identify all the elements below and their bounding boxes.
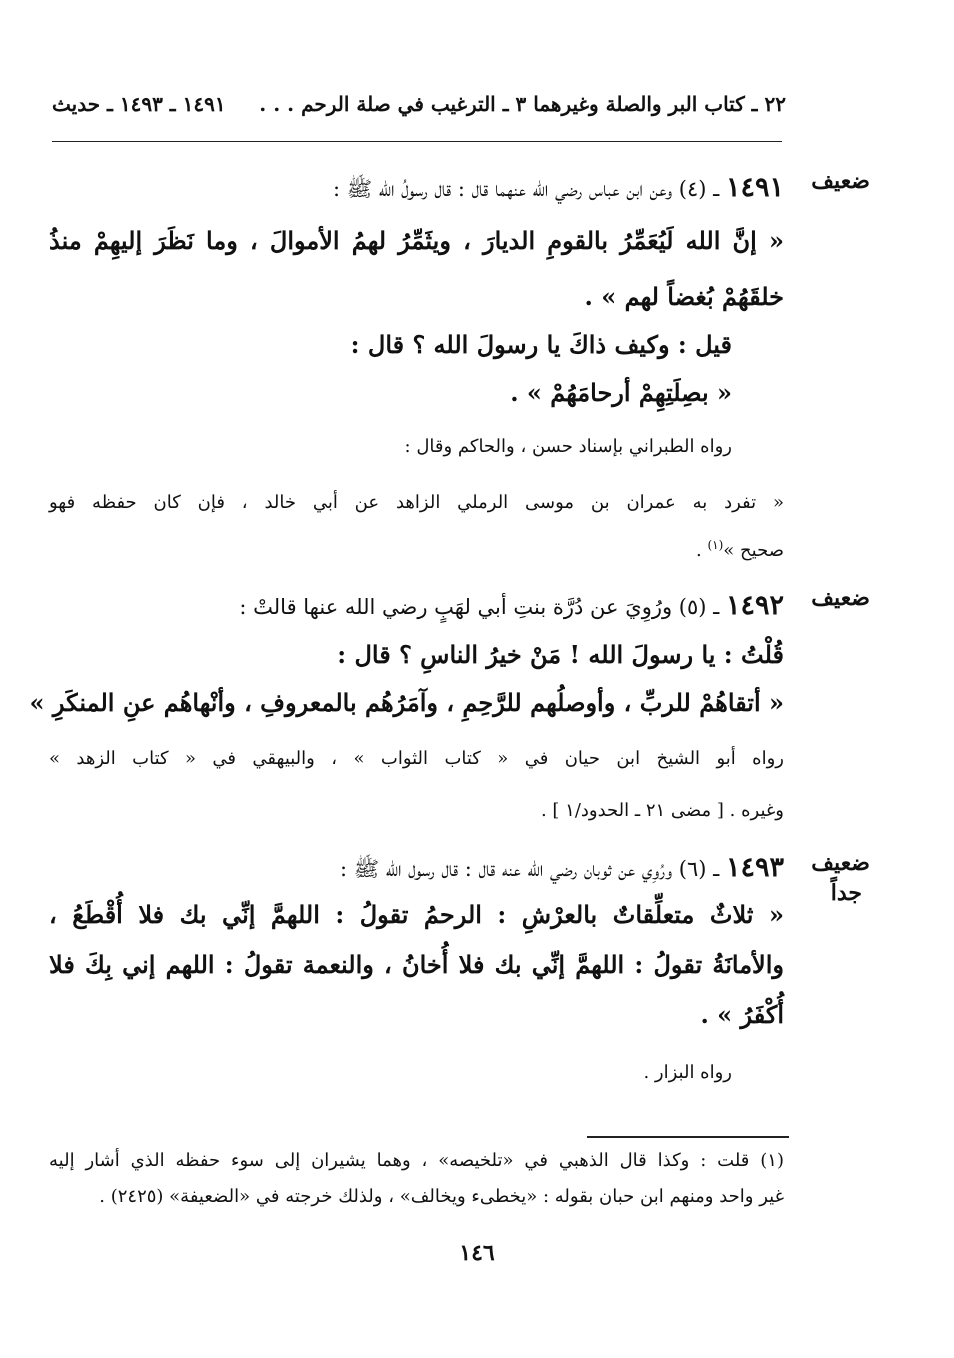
hadith-number: ١٤٩١ [725, 172, 784, 203]
hadith-question: قُلْتُ : يا رسولَ الله ! مَنْ خيرُ الناسِ ؟ قال : [337, 640, 784, 669]
hadith-note-line: « تفرد به عمران بن موسى الرملي الزاهد عن أبي خالد ، فإن كان حفظه فهو [49, 492, 784, 513]
hadith-intro-text: ـ (٥) ورُوِيَ عن دُرَّة بنتِ أبي لهَبٍ رضي الله عنها قالتْ : [239, 595, 720, 619]
hadith-intro-1493 [340, 852, 784, 887]
hadith-intro-1492 [239, 590, 784, 621]
hadith-matn-line: « ثلاثٌ متعلِّقاتٌ بالعرْشِ : الرحمُ تقولُ : اللهمَّ إنِّي بك فلا أُقْطَعُ ، [49, 900, 784, 929]
hadith-number: ١٤٩٢ [725, 590, 784, 621]
grade-label-1493-qualifier: جداً [830, 880, 862, 906]
hadith-note-end: . [696, 540, 708, 561]
hadith-answer: « بصِلَتِهِمْ أرحامَهُمْ » . [510, 378, 732, 407]
hadith-intro-1491 [164, 172, 784, 207]
hadith-matn-line: والأمانَةُ تقولُ : اللهمَّ إنِّي بك فلا أُخانُ ، والنعمة تقولُ : اللهم إني بِكَ فلا [49, 950, 784, 979]
hadith-note-text: صحيح » [723, 540, 784, 561]
header-rule [52, 141, 782, 142]
grade-label-1493: ضعيف [811, 850, 870, 876]
hadith-matn-line: « إنَّ الله لَيُعَمِّرُ بالقومِ الديارَ ، ويثَمِّرُ لهمُ الأموالَ ، وما نَظَرَ إليهِمْ منذُ [49, 226, 784, 255]
hadith-matn-line: خلقَهُمْ بُغضاً لهم » . [584, 282, 784, 311]
grade-label-1492: ضعيف [811, 585, 870, 611]
hadith-matn-line: أُكْفَرُ » . [700, 1000, 784, 1029]
page-number: ١٤٦ [459, 1240, 495, 1266]
hadith-number: ١٤٩٣ [725, 852, 784, 883]
hadith-question: قيل : وكيف ذاكَ يا رسولَ الله ؟ قال : [350, 330, 732, 359]
hadith-source-line: رواه أبو الشيخ ابن حيان في « كتاب الثواب » ، والبيهقي في « كتاب الزهد » [49, 748, 784, 769]
hadith-source: رواه الطبراني بإسناد حسن ، والحاكم وقال : [404, 436, 732, 457]
hadith-note-line [696, 538, 784, 561]
running-header-title: ٢٢ ـ كتاب البر والصلة وغيرهما ٣ ـ الترغيب في صلة الرحم . . . [259, 92, 786, 116]
hadith-matn-line: « أتقاهُمْ للربِّ ، وأوصلُهم للرَّحِمِ ، وآمَرُهُم بالمعروفِ ، وأنْهاهُم عنِ المنكَرِ » [29, 688, 784, 717]
grade-label-1491: ضعيف [811, 168, 870, 194]
hadith-source-line: وغيره . [ مضى ٢١ ـ الحدود/١ ] . [540, 800, 784, 821]
running-header-range: ١٤٩١ ـ ١٤٩٣ ـ حديث [52, 92, 226, 116]
footnote-rule [587, 1136, 789, 1138]
hadith-intro-text: ـ (٦) ورُوِي عن ثوبان رضي الله عنه قال : قال رسول الله ﷺ : [340, 857, 720, 881]
hadith-intro-text: ـ (٤) وعن ابن عباس رضي الله عنهما قال : قال رسولُ الله ﷺ : [333, 177, 720, 201]
footnote-ref: (١) [707, 538, 724, 552]
footnote-line: غير واحد ومنهم ابن حبان بقوله : «يخطىء ويخالف» ، ولذلك خرجته في «الضعيفة» (٢٤٢٥) . [99, 1186, 784, 1207]
footnote-line: (١) قلت : وكذا قال الذهبي في «تلخيصه» ، وهما يشيران إلى سوء حفظه الذي أشار إليه [49, 1150, 784, 1171]
hadith-source: رواه البزار . [643, 1062, 732, 1083]
